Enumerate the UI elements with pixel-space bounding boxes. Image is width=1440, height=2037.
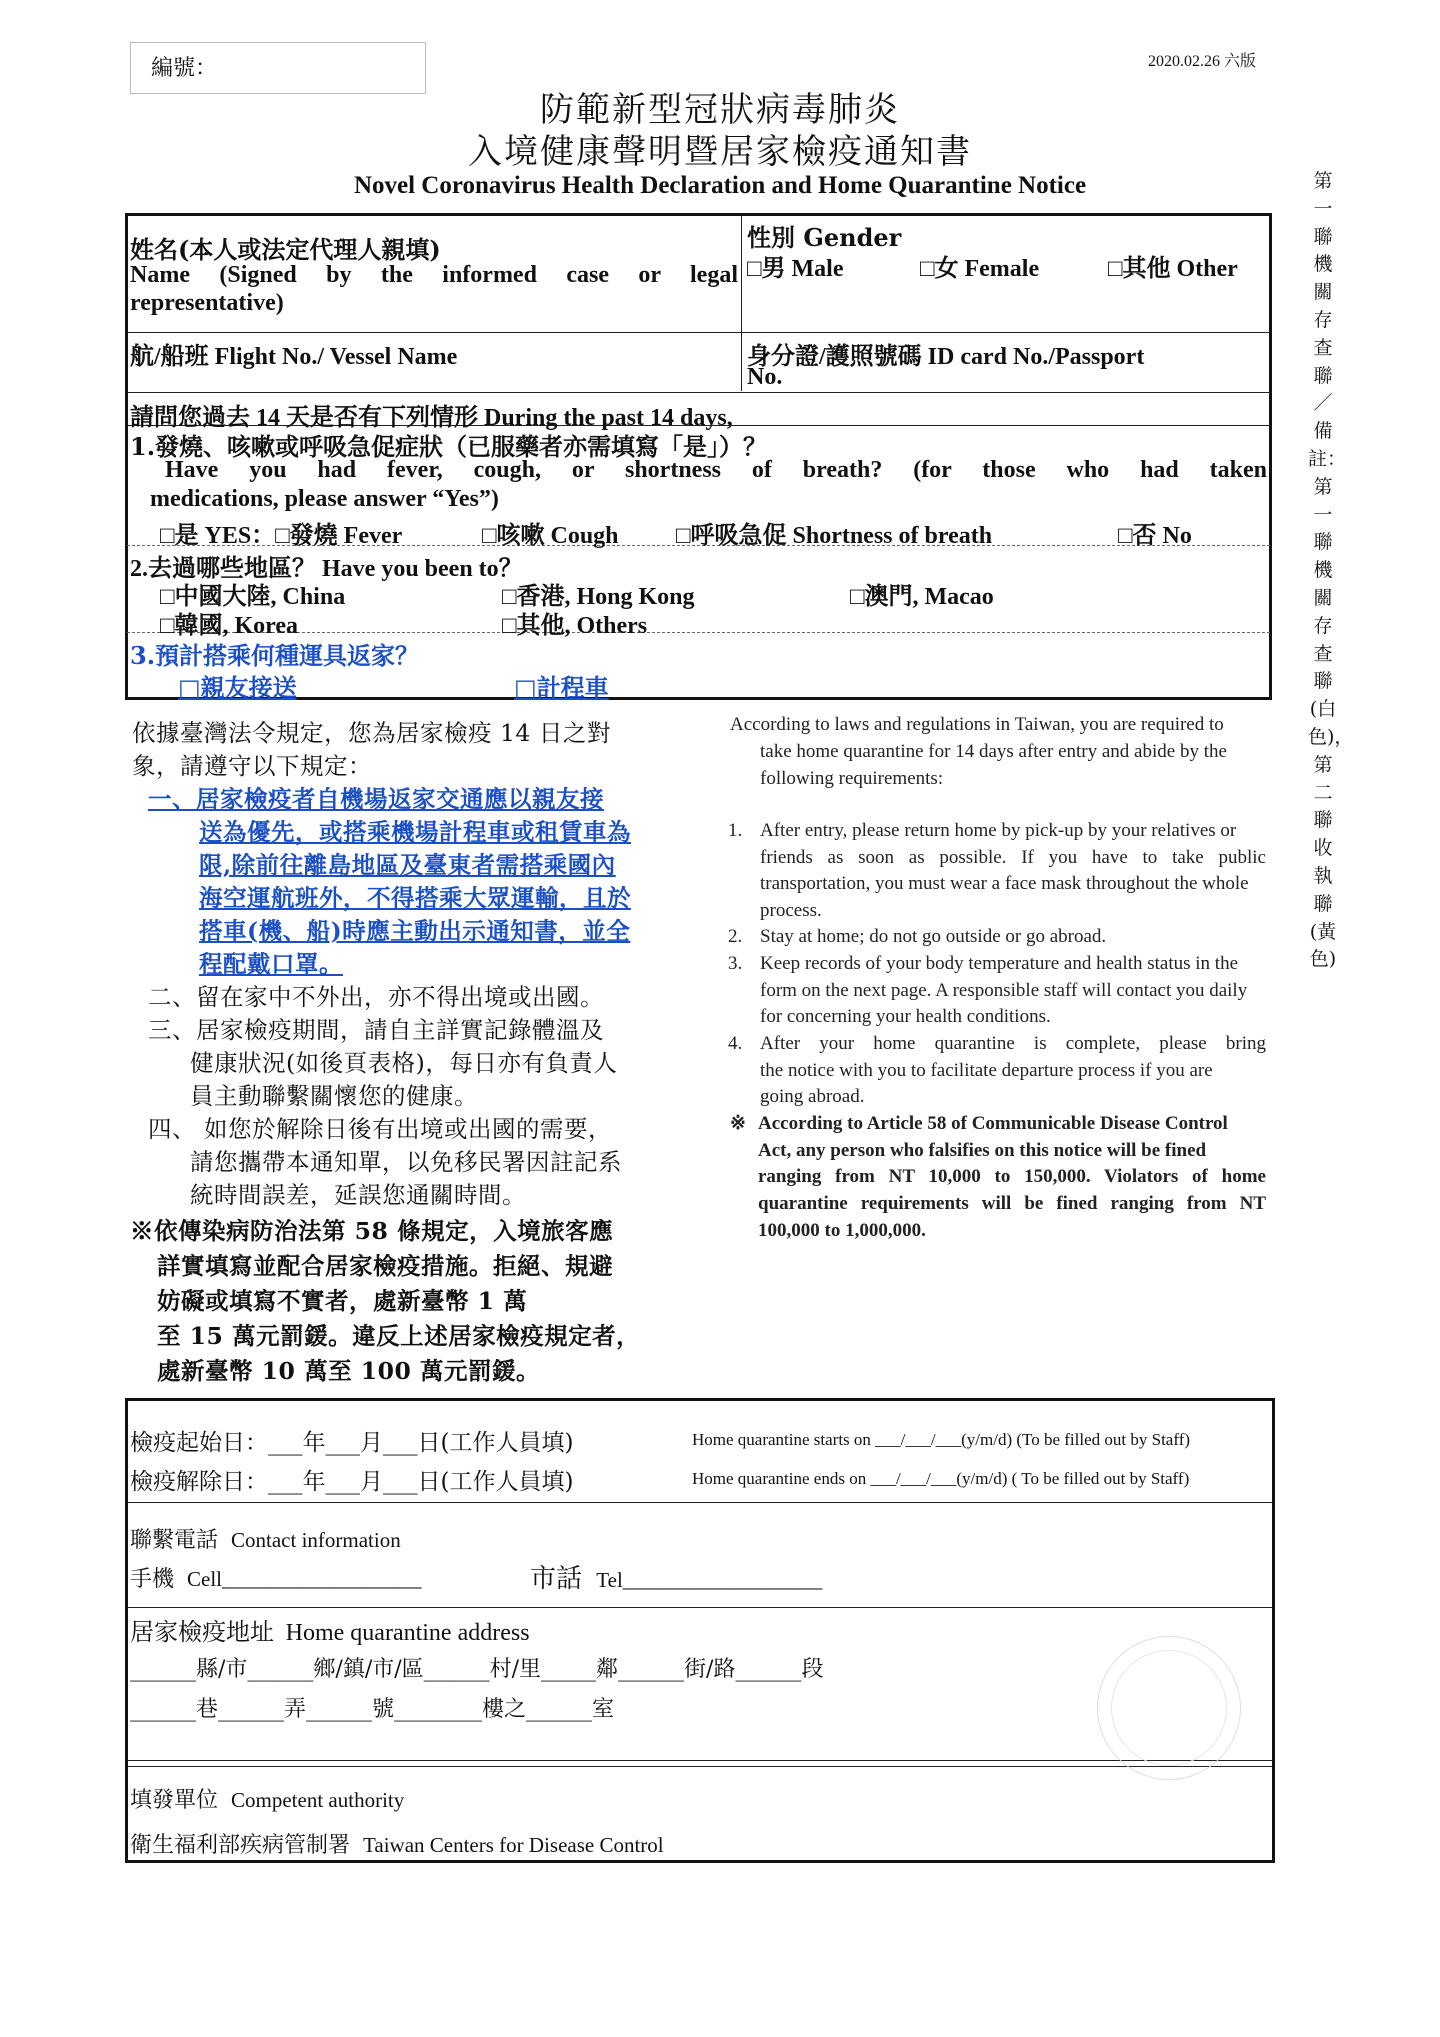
q1-option-shortness-of-breath[interactable]: □呼吸急促 Shortness of breath xyxy=(676,523,993,549)
penalty-en-line: quarantine requirements will be fined ranging from NT xyxy=(758,1193,1266,1214)
rule-en-4-line: After your home quarantine is complete, please bring xyxy=(760,1033,1266,1054)
penalty-en-line: ranging from NT 10,000 to 150,000. Violators of home xyxy=(758,1166,1266,1187)
rule-en-4-number: 4. xyxy=(728,1033,743,1054)
rule-en-3-number: 3. xyxy=(728,953,743,974)
address-label-zh: 居家檢疫地址 xyxy=(130,1618,274,1646)
rule-zh-1-line: 搭車(機、船)時應主動出示通知書，並全 xyxy=(199,917,631,945)
contact-label xyxy=(130,1523,401,1554)
penalty-zh-line: ※依傳染病防治法第 58 條規定，入境旅客應 xyxy=(130,1217,614,1245)
penalty-en-line: According to Article 58 of Communicable Disease Control xyxy=(758,1113,1228,1134)
side-note: 第一聯 機關存查聯／備註：第一聯 機關存查聯(白色)，第二聯 收執聯(黃色) xyxy=(1308,170,1354,971)
q3-option-taxi[interactable]: □計程車 xyxy=(514,673,609,702)
authority-label-zh: 填發單位 xyxy=(130,1788,219,1813)
rule-en-1-line: transportation, you must wear a face mask throughout the whole xyxy=(760,873,1249,894)
address-line-2[interactable]: ______巷______弄______號________樓之______室 xyxy=(130,1697,615,1722)
divider xyxy=(127,392,1270,393)
q1-option-cough[interactable]: □咳嗽 Cough xyxy=(482,523,619,549)
divider xyxy=(128,1766,1272,1767)
rule-zh-1-line: 海空運航班外，不得搭乘大眾運輸，且於 xyxy=(199,884,631,912)
id-label-line2: No. xyxy=(747,364,783,390)
authority-name xyxy=(130,1828,664,1859)
q2-option-macao[interactable]: □澳門, Macao xyxy=(850,584,994,610)
gender-option-male[interactable]: □男 Male xyxy=(747,256,844,282)
name-label-zh: 姓名(本人或法定代理人親填) xyxy=(130,235,441,264)
q2-option-china[interactable]: □中國大陸, China xyxy=(160,584,346,610)
rule-zh-4-line: 統時間誤差，延誤您通關時間。 xyxy=(190,1181,526,1209)
rules-en-intro: following requirements: xyxy=(760,768,944,789)
penalty-zh-line: 詳實填寫並配合居家檢疫措施。拒絕、規避 xyxy=(157,1252,613,1280)
q2-option-others[interactable]: □其他, Others xyxy=(502,613,648,639)
rule-zh-4-line: 四、 如您於解除日後有出境或出國的需要， xyxy=(148,1115,612,1143)
question-1-en: Have you had fever, cough, or shortness of breath? (for those who had taken xyxy=(165,457,1267,483)
q2-option-korea[interactable]: □韓國, Korea xyxy=(160,613,299,639)
authority-label xyxy=(130,1783,404,1814)
question-2: 2.去過哪些地區？ Have you been to？ xyxy=(130,556,523,582)
flight-label: 航/船班 Flight No./ Vessel Name xyxy=(130,344,458,370)
question-1-en-line2: medications, please answer “Yes”) xyxy=(150,486,499,512)
cell-label-zh: 手機 xyxy=(130,1567,175,1592)
divider xyxy=(128,1607,1272,1608)
penalty-zh-line: 妨礙或填寫不實者，處新臺幣 1 萬 xyxy=(157,1287,528,1315)
cell-label-en: Cell___________________ xyxy=(187,1567,422,1591)
rule-en-3-line: Keep records of your body temperature and health status in the xyxy=(760,953,1239,974)
rule-en-3-line: form on the next page. A responsible staff will contact you daily xyxy=(760,980,1248,1001)
authority-label-en: Competent authority xyxy=(231,1788,405,1812)
rules-en-intro: take home quarantine for 14 days after entry and abide by the xyxy=(760,741,1227,762)
address-label xyxy=(130,1612,530,1647)
rule-zh-1-line: 限,除前往離島地區及臺東者需搭乘國內 xyxy=(199,851,616,879)
authority-name-en: Taiwan Centers for Disease Control xyxy=(363,1833,664,1857)
rule-zh-2: 二、留在家中不外出，亦不得出境或出國。 xyxy=(148,983,604,1011)
contact-label-zh: 聯繫電話 xyxy=(130,1528,219,1553)
name-label-en-line2: representative) xyxy=(130,290,284,316)
quarantine-start-zh: 檢疫起始日：___年___月___日(工作人員填) xyxy=(130,1430,574,1456)
gender-label: 性別 Gender xyxy=(747,223,902,252)
tel-field[interactable] xyxy=(530,1558,822,1595)
rule-zh-4-line: 請您攜帶本通知單，以免移民署因註記系 xyxy=(190,1148,622,1176)
question-intro: 請問您過去 14 天是否有下列情形 During the past 14 days, xyxy=(130,405,733,431)
q1-option-yes-fever[interactable]: □是 YES：□發燒 Fever xyxy=(160,523,403,549)
q1-option-no[interactable]: □否 No xyxy=(1118,523,1192,549)
title-en: Novel Coronavirus Health Declaration and Home Quarantine Notice xyxy=(353,172,1087,199)
rule-zh-3-line: 員主動聯繫關懷您的健康。 xyxy=(190,1082,478,1110)
address-line-1[interactable]: ______縣/市______鄉/鎮/市/區______村/里_____鄰______街/路______段 xyxy=(130,1657,824,1682)
rule-zh-1-line: 送為優先，或搭乘機場計程車或租賃車為 xyxy=(199,818,631,846)
rule-zh-3-line: 三、居家檢疫期間，請自主詳實記錄體溫及 xyxy=(148,1016,604,1044)
authority-name-zh: 衛生福利部疾病管制署 xyxy=(130,1833,351,1858)
gender-option-other[interactable]: □其他 Other xyxy=(1108,256,1238,282)
rule-en-3-line: for concerning your health conditions. xyxy=(760,1006,1051,1027)
title-zh-line1: 防範新型冠狀病毒肺炎 xyxy=(540,90,900,130)
penalty-zh-line: 處新臺幣 10 萬至 100 萬元罰鍰。 xyxy=(157,1357,540,1385)
rule-en-1-line: process. xyxy=(760,900,822,921)
rule-zh-3-line: 健康狀況(如後頁表格)，每日亦有負責人 xyxy=(190,1049,618,1077)
official-stamp-inner xyxy=(1111,1650,1227,1766)
penalty-en-mark: ※ xyxy=(730,1113,746,1134)
q2-option-hong-kong[interactable]: □香港, Hong Kong xyxy=(502,584,695,610)
penalty-en-line: Act, any person who falsifies on this notice will be fined xyxy=(758,1140,1207,1161)
divider xyxy=(128,1502,1272,1503)
rule-en-4-line: the notice with you to facilitate departure process if you are xyxy=(760,1060,1213,1081)
rule-en-1-line: After entry, please return home by pick-up by your relatives or xyxy=(760,820,1237,841)
divider xyxy=(741,215,742,391)
question-1: 1.發燒、咳嗽或呼吸急促症狀（已服藥者亦需填寫「是」）？ xyxy=(130,432,768,461)
address-label-en: Home quarantine address xyxy=(285,1620,530,1646)
quarantine-start-en: Home quarantine starts on ___/___/___(y/m/d) (To be filled out by Staff) xyxy=(692,1430,1191,1449)
rule-en-4-line: going abroad. xyxy=(760,1086,865,1107)
gender-option-female[interactable]: □女 Female xyxy=(920,256,1040,282)
divider xyxy=(127,332,1270,333)
divider xyxy=(127,632,1270,633)
rule-zh-1-line: 一、居家檢疫者自機場返家交通應以親友接 xyxy=(148,785,604,813)
divider xyxy=(128,1760,1272,1761)
penalty-en-line: 100,000 to 1,000,000. xyxy=(758,1220,926,1241)
title-zh-line2: 入境健康聲明暨居家檢疫通知書 xyxy=(468,132,972,172)
contact-label-en: Contact information xyxy=(231,1528,401,1552)
rules-zh-intro: 依據臺灣法令規定，您為居家檢疫 14 日之對 xyxy=(132,719,611,747)
version-label: 2020.02.26 六版 xyxy=(1148,53,1257,70)
tel-label-en: Tel___________________ xyxy=(596,1568,823,1592)
rule-zh-1-line: 程配戴口罩。 xyxy=(199,950,343,978)
penalty-zh-line: 至 15 萬元罰鍰。違反上述居家檢疫規定者， xyxy=(157,1322,641,1350)
rule-en-1-number: 1. xyxy=(728,820,743,841)
tel-label-zh: 市話 xyxy=(530,1564,583,1594)
quarantine-end-zh: 檢疫解除日：___年___月___日(工作人員填) xyxy=(130,1469,574,1495)
question-3: 3.預計搭乘何種運具返家？ xyxy=(130,641,420,670)
q3-option-pickup[interactable]: □親友接送 xyxy=(178,673,297,702)
quarantine-end-en: Home quarantine ends on ___/___/___(y/m/d) ( To be filled out by Staff) xyxy=(692,1469,1190,1488)
rules-zh-intro-line2: 象，請遵守以下規定： xyxy=(132,752,372,780)
rule-en-2-number: 2. xyxy=(728,926,743,947)
rule-en-1-line: friends as soon as possible. If you have to take public xyxy=(760,847,1266,868)
rules-en-intro: According to laws and regulations in Taiwan, you are required to xyxy=(730,714,1224,735)
name-label-en: Name (Signed by the informed case or legal xyxy=(130,262,738,288)
cell-field[interactable] xyxy=(130,1562,422,1593)
rule-en-2: Stay at home; do not go outside or go abroad. xyxy=(760,926,1107,947)
serial-number-label: 編號： xyxy=(151,56,218,81)
id-label: 身分證/護照號碼 ID card No./Passport xyxy=(747,344,1145,370)
